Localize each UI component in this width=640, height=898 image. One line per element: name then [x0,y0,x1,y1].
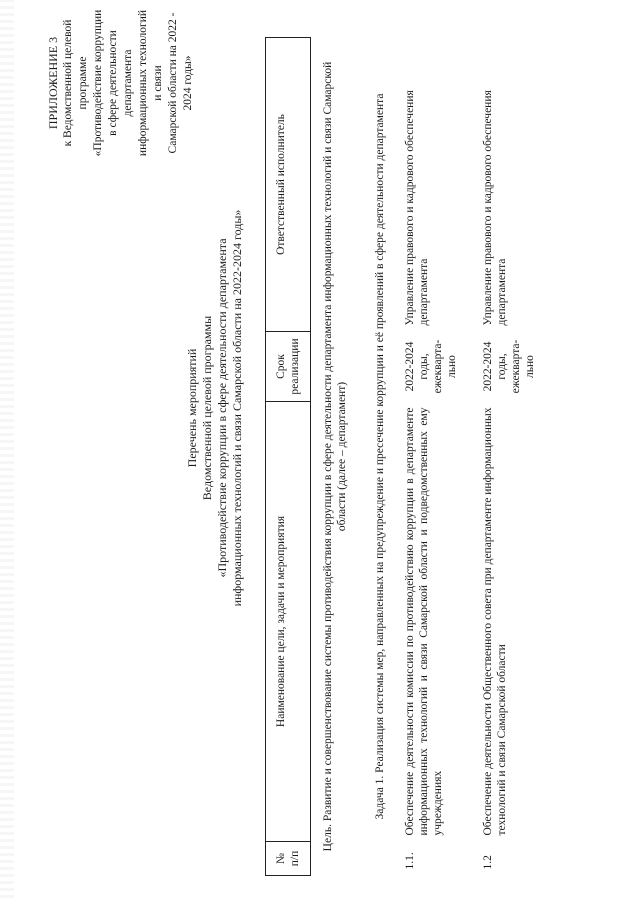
list-title-line: «Противодействие коррупции в сфере деятельности департамента [215,238,229,578]
table-header-row [266,38,311,876]
table-row [465,38,543,876]
goal-text: Цель. Развитие и совершенствование системы противодействия коррупции в сфере деятельности департамента информационных технологий и связи Самарской области (далее – департамент) [322,61,348,852]
appendix-line: к Ведомственной целевой программе [62,19,89,147]
list-title-line: информационных технологий и связи Самарской области на 2022-2024 годы» [230,209,244,607]
header-name: Наименование цели, задачи и мероприятия [266,402,311,842]
row-name: Обеспечение деятельности комиссии по противодействию коррупции в департаменте информационных технологий и связи Самарской области и подведомственных ему учреждениях [404,407,444,836]
row-responsible: Управление правового и кадрового обеспечения департамента [482,90,508,326]
row-num: 1.2 [482,855,494,870]
header-num: № п/п [266,842,311,876]
task-text: Задача 1. Реализация системы мер, направленных на предупреждение и пресечение коррупции и её проявлений в сфере деятельности департамента [374,93,386,820]
task-row [359,38,397,876]
goal-row [311,38,360,876]
appendix-line: информационных технологий и связи [137,9,164,157]
row-term: 2022-2024 годы, ежекварта-льно [404,339,458,394]
list-title-line: Перечень мероприятий [185,348,199,468]
row-name: Обеспечение деятельности Общественного совета при департаменте информационных технологий и связи Самарской области [482,407,508,836]
appendix-header [46,8,196,158]
list-title-line: Ведомственной целевой программы [200,315,214,501]
appendix-title: ПРИЛОЖЕНИЕ 3 [46,36,60,130]
row-responsible: Управление правового и кадрового обеспечения департамента [404,90,430,326]
appendix-line: в сфере деятельности департамента [107,30,134,136]
header-responsible: Ответственный исполнитель [266,38,311,332]
appendix-line: Самарской области на 2022 - 2024 годы» [167,12,194,154]
table-row [397,38,465,876]
row-num: 1.1. [404,852,416,870]
list-title [185,198,245,618]
scan-edge-artifact [0,0,14,898]
appendix-line: «Противодействие коррупции [92,9,104,157]
measures-table [265,37,543,876]
header-term: Срок реализации [266,332,311,402]
row-term: 2022-2024 годы, ежекварта-льно [482,339,536,394]
